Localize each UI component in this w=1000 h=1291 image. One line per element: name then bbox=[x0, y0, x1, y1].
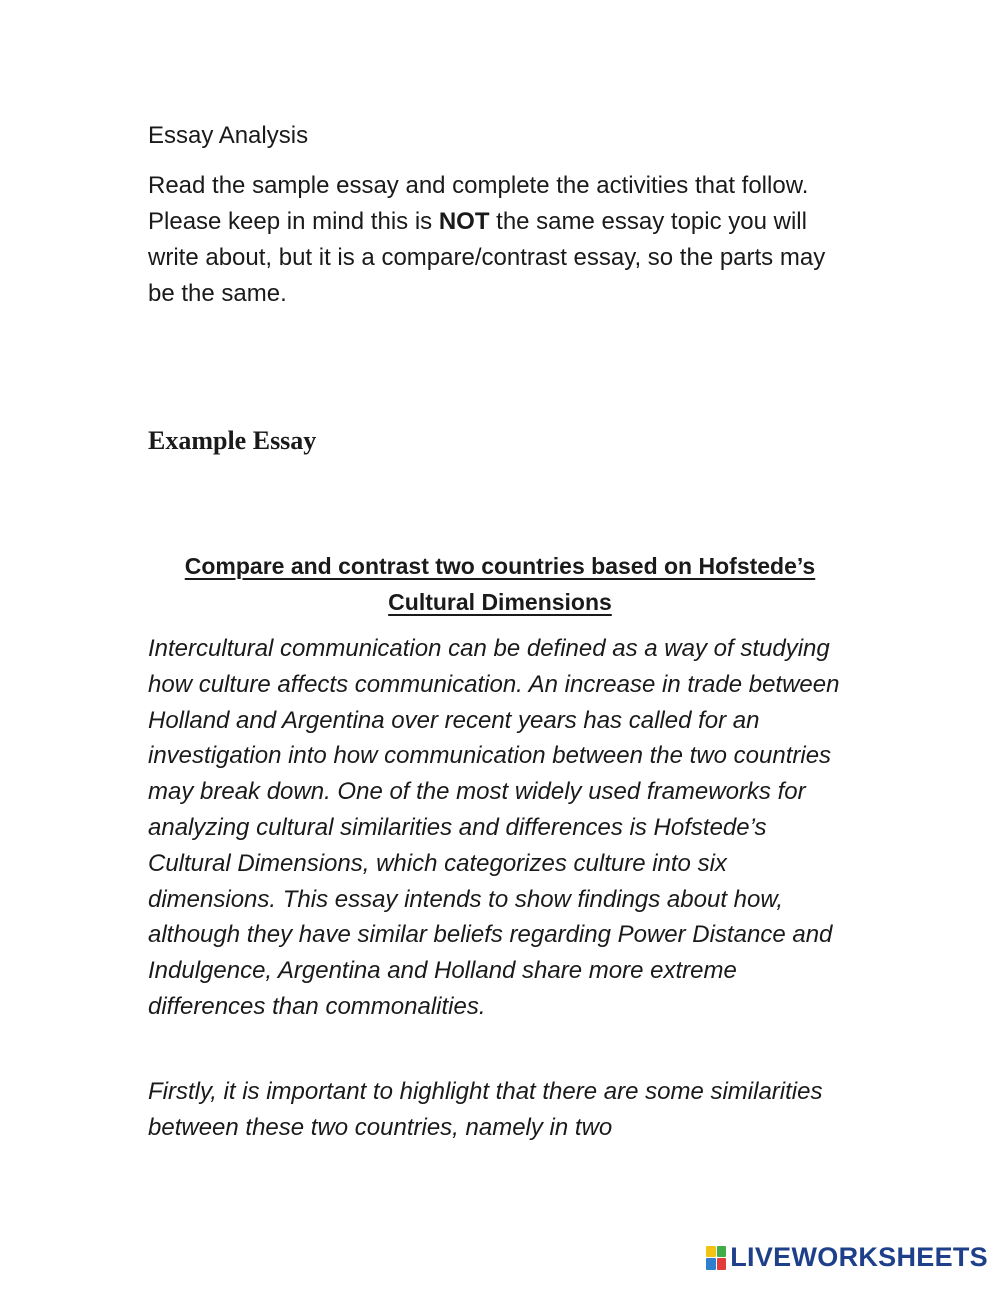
instructions-text-end: the same essay topic you will write about, but it is a compare/contrast essay, so the parts may be the same. bbox=[148, 208, 826, 307]
liveworksheets-branding bbox=[706, 1242, 988, 1273]
instructions-paragraph bbox=[148, 168, 838, 312]
instructions-emphasis: NOT bbox=[438, 208, 490, 235]
essay-title-line-1: Compare and contrast two countries based on Hofstede’s bbox=[184, 553, 816, 579]
example-essay-heading: Example Essay bbox=[148, 426, 317, 455]
liveworksheets-logo-icon bbox=[706, 1246, 726, 1270]
logo-tile-2 bbox=[717, 1246, 727, 1258]
essay-title bbox=[140, 548, 860, 620]
logo-tile-1 bbox=[706, 1246, 716, 1258]
essay-paragraph-2: Firstly, it is important to highlight that there are some similarities between these two countries, namely in two bbox=[148, 1078, 823, 1141]
page-heading: Essay Analysis bbox=[148, 122, 309, 149]
logo-tile-4 bbox=[717, 1258, 727, 1270]
instructions-text-start: Read the sample essay and complete the activities that follow. Please keep in mind this is bbox=[148, 172, 809, 235]
logo-tile-3 bbox=[706, 1258, 716, 1270]
essay-title-line-2: Cultural Dimensions bbox=[388, 589, 612, 615]
brand-wordmark: LIVEWORKSHEETS bbox=[730, 1242, 988, 1272]
essay-paragraph-1: Intercultural communication can be defined as a way of studying how culture affects communication. An increase in trade between Holland and Argentina over recent years has called for an investigation into how communication between the two countries may break down. One of the most widely used frameworks for analyzing cultural similarities and differences is Hofstede’s Cultural Dimensions, which categorizes culture into six dimensions. This essay intends to show findings about how, although they have similar beliefs regarding Power Distance and Indulgence, Argentina and Holland share more extreme differences than commonalities. bbox=[148, 635, 840, 1020]
